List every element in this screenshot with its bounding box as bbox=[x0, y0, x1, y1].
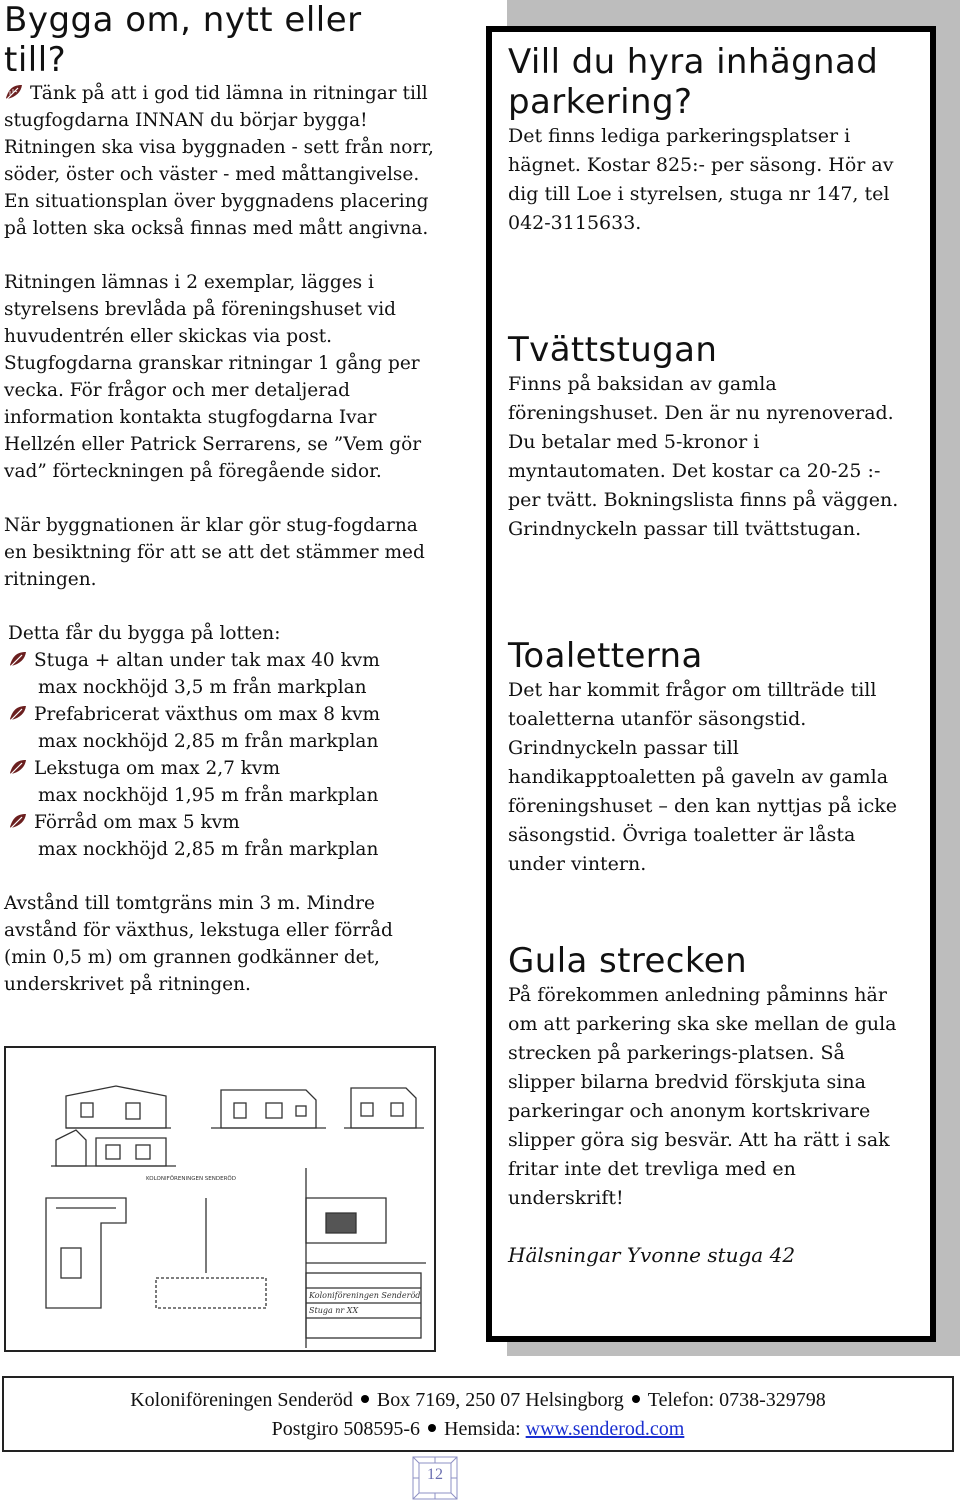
list-item-main: Prefabricerat växthus om max 8 kvm bbox=[34, 704, 381, 725]
stamp-label: Koloniföreningen Senderöd bbox=[309, 1291, 421, 1300]
phone-number: Telefon: 0738-329798 bbox=[647, 1389, 826, 1411]
toilets-title: Toaletterna bbox=[508, 636, 703, 676]
footer-line-1 bbox=[4, 1386, 952, 1415]
dot-icon bbox=[361, 1395, 369, 1403]
left-column bbox=[4, 0, 434, 998]
parking-title: Vill du hyra inhägnad parkering? bbox=[508, 42, 879, 122]
list-item bbox=[8, 701, 434, 755]
list-item-detail: max nockhöjd 2,85 m från markplan bbox=[38, 731, 379, 752]
parking-text: Det finns lediga parkeringsplatser i hägnet. Kostar 825:- per säsong. Hör av dig till Loe i styrelsen, stuga nr 147, tel 042-3115633. bbox=[508, 125, 894, 234]
yellow-lines-text: På förekommen anledning påminns här om att parkering ska ske mellan de gula strecken på parkerings-platsen. Så slipper bilarna bredvid förskjuta sina parkeringar och anonym kortskrivare slipper göra sig besvär. Att ha rätt i sak fritar inte det trevliga med en underskrift! bbox=[508, 984, 897, 1209]
inspection-paragraph: När byggnationen är klar gör stug-fogdarna en besiktning för att se att det stämmer med ritningen. bbox=[4, 515, 425, 590]
allowed-buildings-list bbox=[4, 647, 434, 863]
building-drawing bbox=[4, 1046, 436, 1352]
leaf-icon bbox=[8, 812, 28, 830]
website-link[interactable]: www.senderod.com bbox=[525, 1418, 685, 1440]
dot-icon bbox=[428, 1424, 436, 1432]
intro-text: Tänk på att i god tid lämna in ritningar till stugfogdarna INNAN du börjar bygga! Ritningen ska visa byggnaden - sett från norr, söder, öster och väster - med måttangivelse. En situationsplan över byggnadens placering på lotten ska också finnas med mått angivna. bbox=[4, 83, 434, 239]
list-item-main: Stuga + altan under tak max 40 kvm bbox=[34, 650, 380, 671]
leaf-icon bbox=[8, 704, 28, 722]
signature: Hälsningar Yvonne stuga 42 bbox=[508, 1243, 796, 1267]
footer bbox=[2, 1376, 954, 1452]
distance-paragraph: Avstånd till tomtgräns min 3 m. Mindre avstånd för växthus, lekstuga eller förråd (min 0,5 m) om grannen godkänner det, underskrivet på ritningen. bbox=[4, 893, 393, 995]
list-item-detail: max nockhöjd 1,95 m från markplan bbox=[38, 785, 379, 806]
leaf-icon bbox=[8, 650, 28, 668]
toilets-text: Det har kommit frågor om tillträde till toaletterna utanför säsongstid. Grindnyckeln passar till handikapptoaletten på gaveln av gamla föreningshuset – den kan nyttjas på icke säsongstid. Övriga toaletter är låsta under vintern. bbox=[508, 679, 897, 875]
intro-paragraph bbox=[4, 80, 434, 242]
postgiro: Postgiro 508595-6 bbox=[271, 1418, 420, 1440]
submission-paragraph: Ritningen lämnas i 2 exemplar, lägges i styrelsens brevlåda på föreningshuset vid huvudentrén eller skickas via post. Stugfogdarna granskar ritningar 1 gång per vecka. För frågor och mer detaljerad information kontakta stugfogdarna Ivar Hellzén eller Patrick Serrarens, se ”Vem gör vad” förteckningen på föregående sidor. bbox=[4, 272, 422, 482]
list-item-main: Förråd om max 5 kvm bbox=[34, 812, 240, 833]
list-item-detail: max nockhöjd 3,5 m från markplan bbox=[38, 677, 367, 698]
list-heading: Detta får du bygga på lotten: bbox=[8, 623, 281, 644]
organization-name: Koloniföreningen Senderöd bbox=[130, 1389, 353, 1411]
drawing-label: KOLONIFÖRENINGEN SENDERÖD bbox=[146, 1176, 236, 1182]
yellow-lines-title: Gula strecken bbox=[508, 941, 748, 981]
website-label: Hemsida: bbox=[444, 1418, 521, 1440]
footer-line-2 bbox=[4, 1415, 952, 1444]
stamp-label: Stuga nr XX bbox=[309, 1306, 359, 1315]
drawing-sketch bbox=[6, 1048, 434, 1350]
list-item-detail: max nockhöjd 2,85 m från markplan bbox=[38, 839, 379, 860]
list-item bbox=[8, 647, 434, 701]
dot-icon bbox=[632, 1395, 640, 1403]
leaf-icon bbox=[8, 758, 28, 776]
postal-address: Box 7169, 250 07 Helsingborg bbox=[376, 1389, 624, 1411]
leaf-icon bbox=[4, 83, 24, 101]
list-item-main: Lekstuga om max 2,7 kvm bbox=[34, 758, 280, 779]
page-title: Bygga om, nytt eller till? bbox=[4, 0, 362, 80]
list-item bbox=[8, 809, 434, 863]
laundry-title: Tvättstugan bbox=[508, 330, 718, 370]
page-number: 12 bbox=[427, 1466, 443, 1483]
laundry-text: Finns på baksidan av gamla föreningshuset. Den är nu nyrenoverad. Du betalar med 5-kronor i myntautomaten. Det kostar ca 20-25 :- per tvätt. Bokningslista finns på väggen. Grindnyckeln passar till tvättstugan. bbox=[508, 373, 899, 540]
info-box bbox=[486, 26, 936, 1342]
list-item bbox=[8, 755, 434, 809]
